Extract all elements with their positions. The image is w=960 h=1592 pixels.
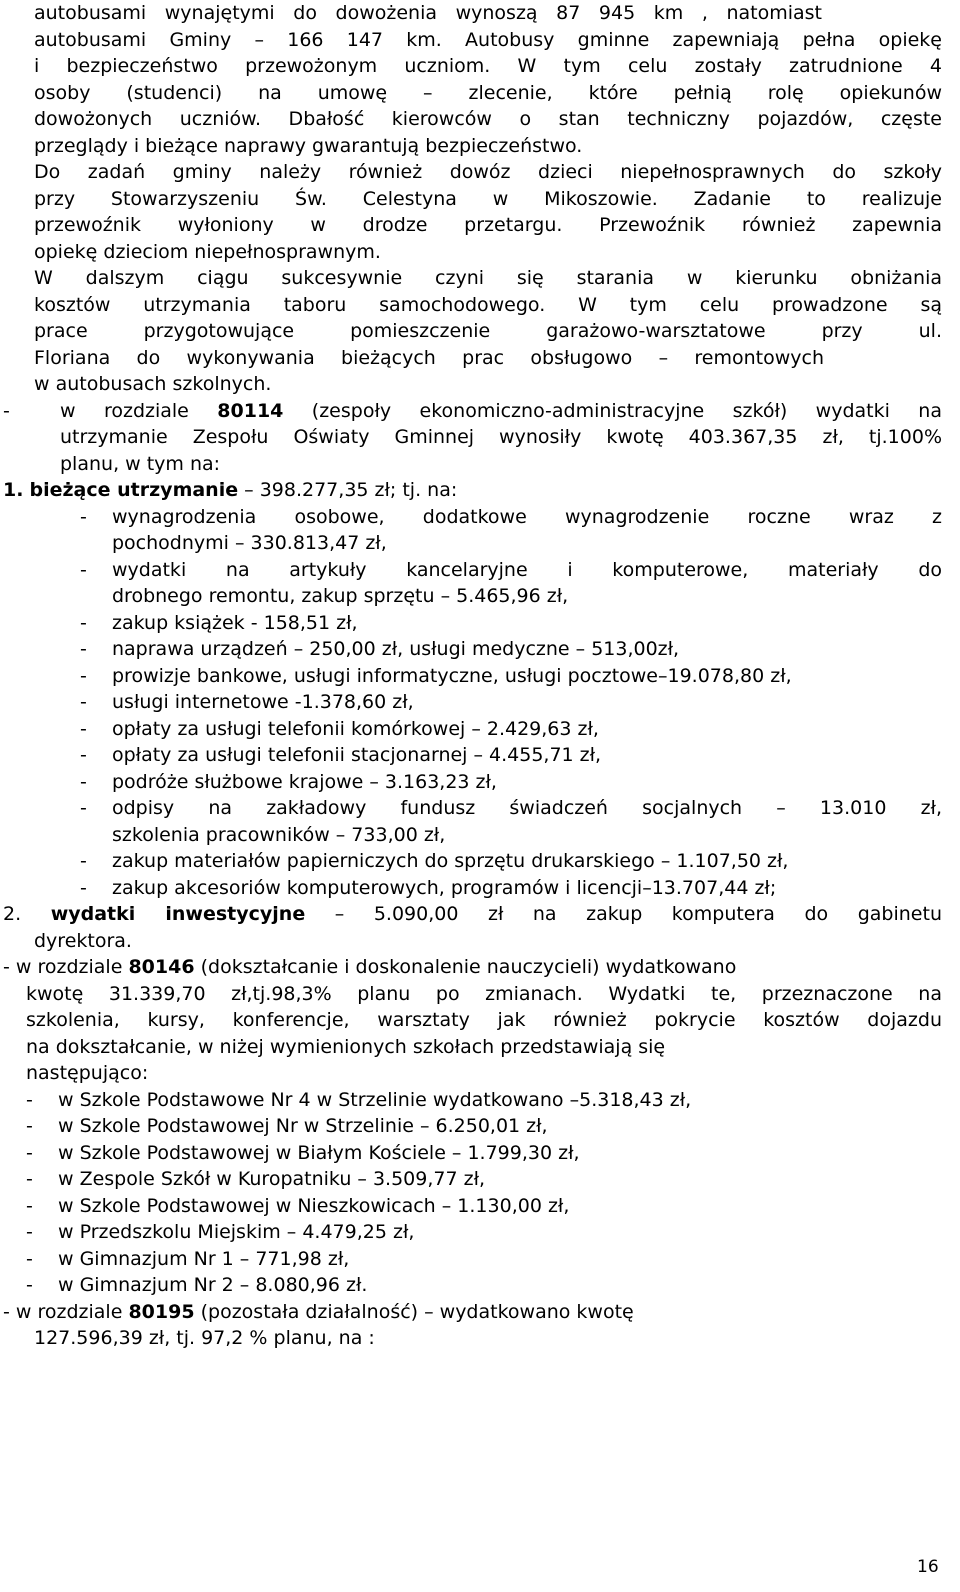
- chapter-number: 80146: [128, 956, 195, 978]
- numbered-item-current-maintenance: [3, 477, 457, 504]
- expense-item-line: zakup akcesoriów komputerowych, programów i licencji–13.707,44 zł;: [112, 876, 777, 899]
- expense-item-line: wydatki na artykuły kancelaryjne i komputerowe, materiały do: [112, 558, 942, 581]
- page-number: 16: [917, 1557, 939, 1577]
- list-dash: -: [3, 399, 10, 422]
- body-text-line: szkolenia, kursy, konferencje, warsztaty jak również pokrycie kosztów dojazdu: [26, 1009, 942, 1031]
- chapter-number: 80114: [217, 399, 284, 422]
- school-item-line: w Szkole Podstawowe Nr 4 w Strzelinie wydatkowano –5.318,43 zł,: [58, 1088, 692, 1111]
- body-text-line: dyrektora.: [34, 929, 132, 952]
- list-dash: -: [26, 1274, 33, 1296]
- body-text-line: przeglądy i bieżące naprawy gwarantują bezpieczeństwo.: [34, 134, 583, 157]
- list-dash: -: [26, 1168, 33, 1190]
- school-item-line: w Szkole Podstawowej w Nieszkowicach – 1.130,00 zł,: [58, 1194, 570, 1217]
- list-dash: -: [26, 1115, 33, 1137]
- body-text-line: Floriana do wykonywania bieżących prac obsługowo – remontowych: [34, 346, 824, 369]
- body-text-line: przy Stowarzyszeniu Św. Celestyna w Mikoszowie. Zadanie to realizuje: [34, 187, 942, 210]
- item-marker: 2.: [3, 903, 22, 925]
- body-text-line: następująco:: [26, 1062, 149, 1084]
- list-dash: -: [80, 505, 87, 528]
- expense-item-line: podróże służbowe krajowe – 3.163,23 zł,: [112, 770, 497, 793]
- list-dash: -: [26, 1247, 33, 1270]
- body-text-line: prace przygotowujące pomieszczenie garażowo-warsztatowe przy ul.: [34, 320, 942, 342]
- item-title: wydatki inwestycyjne: [50, 903, 306, 925]
- list-dash: -: [80, 717, 87, 740]
- item-title: bieżące utrzymanie: [29, 479, 239, 501]
- body-text-line: przewoźnik wyłoniony w drodze przetargu. Przewoźnik również zapewnia: [34, 214, 942, 236]
- school-item-line: w Gimnazjum Nr 1 – 771,98 zł,: [58, 1247, 350, 1270]
- expense-item-line: drobnego remontu, zakup sprzętu – 5.465,96 zł,: [112, 585, 569, 607]
- list-dash: -: [80, 638, 87, 660]
- list-dash: -: [26, 1088, 33, 1111]
- item-amount: – 5.090,00 zł na zakup komputera do gabinetu: [305, 903, 942, 925]
- list-dash: -: [80, 770, 87, 793]
- list-dash: -: [26, 1221, 33, 1243]
- chapter-80195-heading: [3, 1299, 634, 1326]
- expense-item-line: zakup materiałów papierniczych do sprzętu drukarskiego – 1.107,50 zł,: [112, 850, 789, 872]
- body-text-line: utrzymanie Zespołu Oświaty Gminnej wynosiły kwotę 403.367,35 zł, tj.100%: [60, 426, 942, 448]
- list-dash: -: [3, 1300, 16, 1323]
- list-dash: -: [80, 876, 87, 899]
- body-text-line: autobusami Gminy – 166 147 km. Autobusy gminne zapewniają pełna opiekę: [34, 28, 942, 51]
- body-text-line: opiekę dzieciom niepełnosprawnym.: [34, 240, 381, 263]
- expense-item-line: opłaty za usługi telefonii stacjonarnej – 4.455,71 zł,: [112, 744, 602, 766]
- body-text-line: i bezpieczeństwo przewożonym uczniom. W tym celu zostały zatrudnione 4: [34, 55, 942, 77]
- body-text-line: w autobusach szkolnych.: [34, 373, 272, 395]
- expense-item-line: wynagrodzenia osobowe, dodatkowe wynagrodzenie roczne wraz z: [112, 505, 942, 528]
- body-text-line: osoby (studenci) na umowę – zlecenie, które pełnią rolę opiekunów: [34, 81, 942, 104]
- list-dash: -: [80, 744, 87, 766]
- chapter-description: (dokształcanie i doskonalenie nauczycieli) wydatkowano: [194, 956, 737, 978]
- list-dash: -: [80, 850, 87, 872]
- list-dash: -: [80, 664, 87, 687]
- item-marker: 1.: [3, 479, 24, 501]
- expense-item-line: odpisy na zakładowy fundusz świadczeń socjalnych – 13.010 zł,: [112, 797, 942, 819]
- expense-item-line: naprawa urządzeń – 250,00 zł, usługi medyczne – 513,00zł,: [112, 638, 680, 660]
- list-dash: -: [80, 611, 87, 634]
- body-text-line: dowożonych uczniów. Dbałość kierowców o stan techniczny pojazdów, częste: [34, 108, 942, 130]
- body-text-line: W dalszym ciągu sukcesywnie czyni się starania w kierunku obniżania: [34, 267, 942, 289]
- chapter-80146-heading: [3, 954, 736, 981]
- expense-item-line: pochodnymi – 330.813,47 zł,: [112, 532, 387, 554]
- chapter-80114-heading: [60, 398, 942, 425]
- numbered-item-investment: [3, 901, 942, 928]
- expense-item-line: opłaty za usługi telefonii komórkowej – 2.429,63 zł,: [112, 717, 599, 740]
- list-dash: -: [80, 691, 87, 713]
- body-text-line: kwotę 31.339,70 zł,tj.98,3% planu po zmianach. Wydatki te, przeznaczone na: [26, 982, 942, 1005]
- item-amount: – 398.277,35 zł; tj. na:: [238, 479, 458, 501]
- school-item-line: w Przedszkolu Miejskim – 4.479,25 zł,: [58, 1221, 415, 1243]
- body-text-line: kosztów utrzymania taboru samochodowego. W tym celu prowadzone są: [34, 293, 942, 316]
- school-item-line: w Gimnazjum Nr 2 – 8.080,96 zł.: [58, 1274, 368, 1296]
- expense-item-line: usługi internetowe -1.378,60 zł,: [112, 691, 414, 713]
- chapter-number: 80195: [128, 1300, 195, 1323]
- chapter-prefix: w rozdziale: [15, 1300, 129, 1323]
- school-item-line: w Szkole Podstawowej Nr w Strzelinie – 6.250,01 zł,: [58, 1115, 548, 1137]
- list-dash: -: [80, 558, 87, 581]
- school-item-line: w Szkole Podstawowej w Białym Kościele – 1.799,30 zł,: [58, 1141, 580, 1164]
- body-text-line: 127.596,39 zł, tj. 97,2 % planu, na :: [34, 1327, 375, 1349]
- chapter-description: (pozostała działalność) – wydatkowano kwotę: [194, 1300, 634, 1323]
- list-dash: -: [80, 797, 87, 819]
- body-text-line: Do zadań gminy należy również dowóz dzieci niepełnosprawnych do szkoły: [34, 161, 942, 183]
- chapter-prefix: w rozdziale: [15, 956, 129, 978]
- chapter-prefix: w rozdziale: [60, 399, 218, 422]
- school-item-line: w Zespole Szkół w Kuropatniku – 3.509,77 zł,: [58, 1168, 486, 1190]
- list-dash: -: [3, 956, 16, 978]
- chapter-description: (zespoły ekonomiczno-administracyjne szkół) wydatki na: [283, 399, 942, 422]
- expense-item-line: szkolenia pracowników – 733,00 zł,: [112, 823, 446, 846]
- body-text-line: autobusami wynajętymi do dowożenia wynoszą 87 945 km , natomiast: [34, 2, 822, 24]
- expense-item-line: zakup książek - 158,51 zł,: [112, 611, 358, 634]
- list-dash: -: [26, 1141, 33, 1164]
- body-text-line: planu, w tym na:: [60, 452, 221, 475]
- list-dash: -: [26, 1194, 33, 1217]
- expense-item-line: prowizje bankowe, usługi informatyczne, usługi pocztowe–19.078,80 zł,: [112, 664, 792, 687]
- body-text-line: na dokształcanie, w niżej wymienionych szkołach przedstawiają się: [26, 1035, 666, 1058]
